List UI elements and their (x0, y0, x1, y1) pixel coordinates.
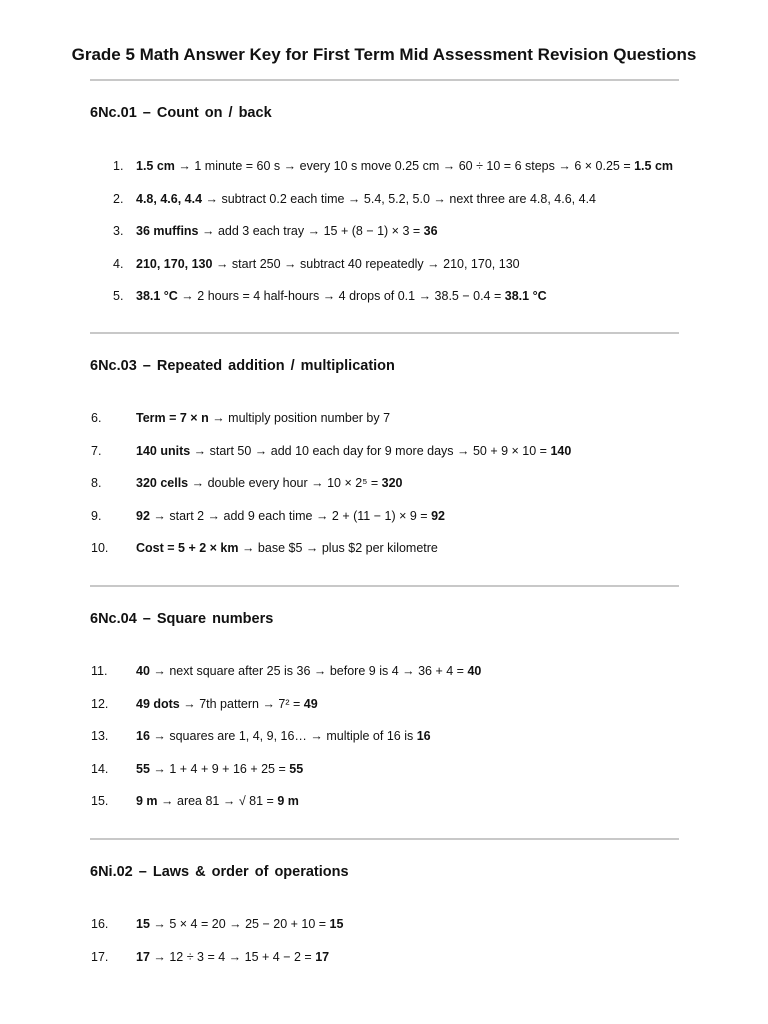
answer-text (136, 476, 403, 490)
answer-item (0, 664, 768, 684)
answer-item (0, 541, 768, 561)
section-heading: 6Nc.03 – Repeated addition / multiplication (90, 358, 395, 374)
final-answer: 92 (431, 508, 445, 523)
answer-item (0, 476, 768, 496)
question-number: 7. (91, 443, 102, 458)
final-answer: 1.5 cm (634, 159, 674, 173)
answer-item (0, 509, 768, 529)
answer-text (136, 664, 481, 678)
final-answer: 9 m (277, 794, 299, 808)
working-steps: → start 2 → add 9 each time → 2 + (11 − 1) × 9 = (149, 508, 432, 523)
answer-value: 210, 170, 130 (136, 256, 213, 271)
answer-text (136, 917, 343, 931)
answer-value: 16 (136, 729, 150, 743)
question-number: 16. (91, 917, 109, 931)
divider (90, 79, 679, 81)
answer-value: 17 (136, 949, 150, 964)
question-number: 6. (91, 411, 102, 425)
answer-value: 36 muffins (136, 224, 199, 238)
final-answer: 140 (550, 443, 572, 458)
question-number: 5. (113, 289, 124, 303)
answer-text (136, 411, 390, 425)
answer-text (136, 192, 596, 206)
answer-value: 38.1 °C (136, 289, 178, 303)
answer-text (136, 159, 673, 173)
answer-text (136, 794, 299, 808)
working-steps: → 5 × 4 = 20 → 25 − 20 + 10 = (149, 917, 330, 931)
question-number: 14. (91, 761, 109, 776)
answer-value: 92 (136, 508, 150, 523)
answer-item (0, 794, 768, 814)
final-answer: 320 (381, 476, 403, 490)
working-steps: → 1 minute = 60 s → every 10 s move 0.25 cm → 60 ÷ 10 = 6 steps → 6 × 0.25 = (174, 159, 635, 173)
answer-item (0, 444, 768, 464)
answer-item (0, 289, 768, 309)
question-number: 1. (113, 159, 124, 173)
working-steps: → squares are 1, 4, 9, 16… → multiple of 16 is (149, 729, 417, 743)
divider (90, 585, 679, 587)
working-steps: → add 3 each tray → 15 + (8 − 1) × 3 = (198, 224, 424, 238)
answer-value: 140 units (136, 443, 191, 458)
answer-item (0, 224, 768, 244)
question-number: 9. (91, 508, 102, 523)
answer-text (136, 541, 438, 555)
question-number: 15. (91, 794, 109, 808)
question-number: 12. (91, 696, 109, 711)
answer-item (0, 762, 768, 782)
working-steps: → start 250 → subtract 40 repeatedly → 210, 170, 130 (212, 256, 520, 271)
working-steps: → 2 hours = 4 half-hours → 4 drops of 0.1 → 38.5 − 0.4 = (177, 289, 505, 303)
answer-item (0, 697, 768, 717)
answer-value: 9 m (136, 794, 158, 808)
question-number: 8. (91, 476, 102, 490)
final-answer: 40 (467, 664, 482, 678)
divider (90, 838, 679, 840)
working-steps: → next square after 25 is 36 → before 9 is 4 → 36 + 4 = (149, 664, 468, 678)
answer-value: 1.5 cm (136, 159, 175, 173)
answer-text (136, 950, 329, 964)
answer-value: Cost = 5 + 2 × km (136, 541, 239, 555)
answer-value: 15 (136, 917, 150, 931)
answer-text (136, 697, 318, 711)
answer-item (0, 950, 768, 970)
answer-item (0, 257, 768, 277)
question-number: 17. (91, 949, 109, 964)
question-number: 4. (113, 256, 124, 271)
document-title: Grade 5 Math Answer Key for First Term Mid Assessment Revision Questions (71, 45, 697, 64)
answer-text (136, 289, 547, 303)
answer-value: 320 cells (136, 476, 189, 490)
final-answer: 38.1 °C (504, 289, 547, 303)
answer-text (136, 762, 303, 776)
working-steps: → 1 + 4 + 9 + 16 + 25 = (149, 761, 290, 776)
section-heading: 6Nc.04 – Square numbers (90, 611, 274, 627)
final-answer: 55 (289, 761, 304, 776)
question-number: 2. (113, 191, 124, 206)
question-number: 13. (91, 729, 109, 743)
final-answer: 49 (303, 696, 318, 711)
final-answer: 17 (315, 949, 330, 964)
working-steps: → start 50 → add 10 each day for 9 more days → 50 + 9 × 10 = (190, 443, 551, 458)
answer-text (136, 729, 431, 743)
answer-text (136, 444, 571, 458)
answer-item (0, 917, 768, 937)
final-answer: 16 (416, 729, 431, 743)
question-number: 3. (113, 224, 124, 238)
section-heading: 6Ni.02 – Laws & order of operations (90, 864, 349, 880)
answer-text (136, 509, 445, 523)
answer-value: Term = 7 × n (136, 411, 209, 425)
answer-value: 49 dots (136, 696, 180, 711)
working-steps: → 12 ÷ 3 = 4 → 15 + 4 − 2 = (149, 949, 316, 964)
final-answer: 36 (423, 224, 438, 238)
answer-item (0, 411, 768, 431)
answer-value: 4.8, 4.6, 4.4 (136, 191, 203, 206)
section-heading: 6Nc.01 – Count on / back (90, 105, 272, 121)
answer-item (0, 729, 768, 749)
working-steps: → base $5 → plus $2 per kilometre (238, 541, 438, 555)
question-number: 10. (91, 541, 109, 555)
answer-item (0, 192, 768, 212)
working-steps: → area 81 → √ 81 = (157, 794, 278, 808)
answer-text (136, 257, 520, 271)
question-number: 11. (91, 664, 108, 678)
divider (90, 332, 679, 334)
working-steps: → subtract 0.2 each time → 5.4, 5.2, 5.0 → next three are 4.8, 4.6, 4.4 (202, 191, 596, 206)
working-steps: → multiply position number by 7 (208, 411, 391, 425)
final-answer: 15 (329, 917, 344, 931)
working-steps: → double every hour → 10 × 2⁵ = (188, 476, 382, 490)
answer-value: 40 (136, 664, 150, 678)
working-steps: → 7th pattern → 7² = (179, 696, 304, 711)
answer-value: 55 (136, 761, 150, 776)
answer-text (136, 224, 438, 238)
answer-item (0, 159, 768, 179)
